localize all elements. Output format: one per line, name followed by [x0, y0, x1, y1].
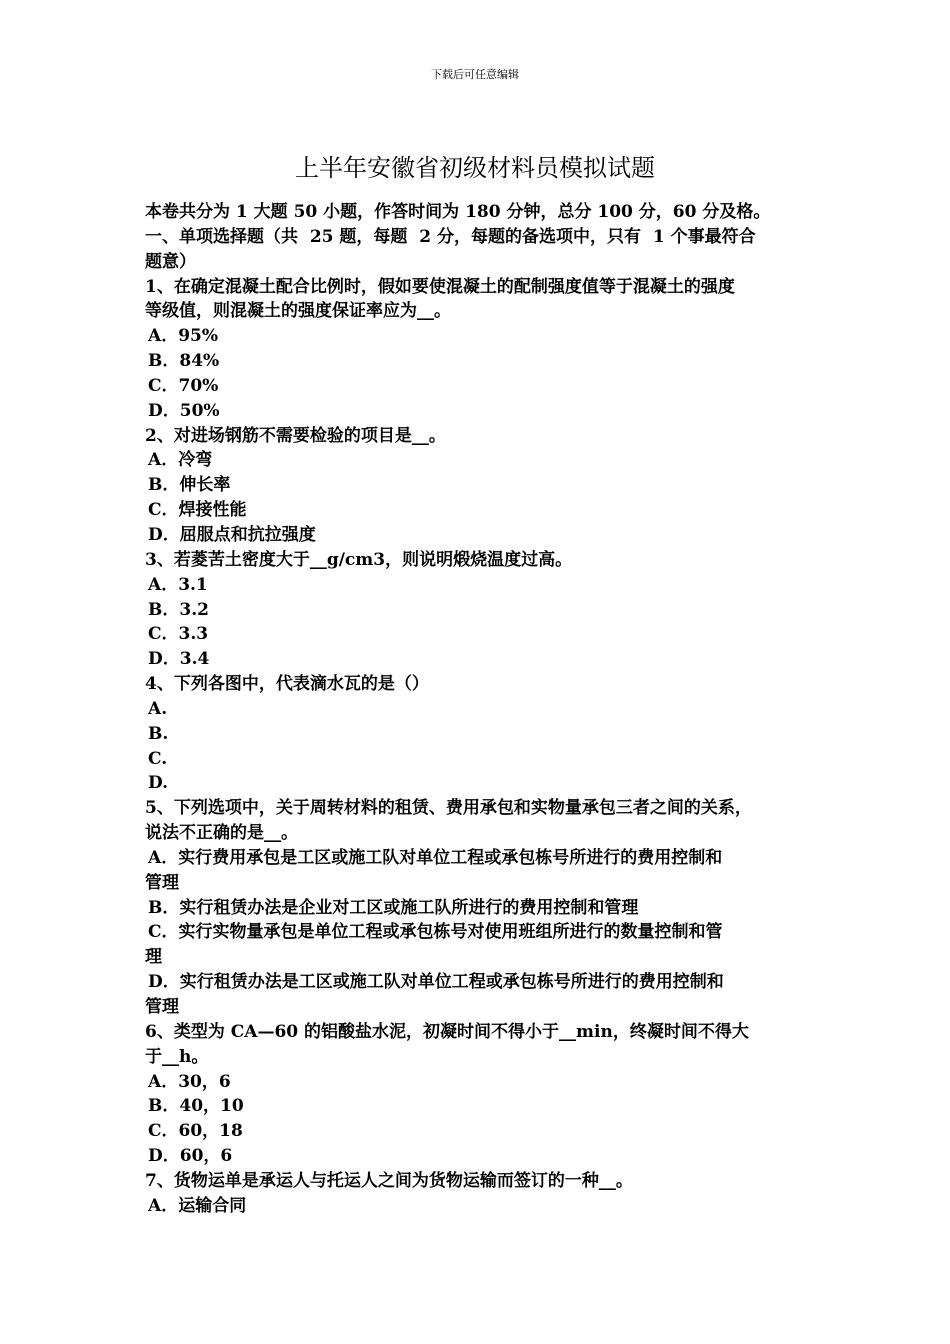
- option-line: B．实行租赁办法是企业对工区或施工队所进行的费用控制和管理: [148, 897, 639, 918]
- option-line: D．屈服点和抗拉强度: [148, 524, 316, 545]
- option-line: B．84%: [148, 351, 220, 372]
- text-line: 题意）: [145, 251, 196, 272]
- option-line: B．伸长率: [148, 475, 231, 496]
- text-line: 6、类型为 CA—60 的铝酸盐水泥，初凝时间不得小于__min，终凝时间不得大: [145, 1021, 749, 1042]
- text-line: 理: [145, 947, 162, 968]
- option-line: A．95%: [148, 326, 219, 347]
- text-line: 2、对进场钢筋不需要检验的项目是__。: [145, 425, 446, 446]
- option-line: A.: [148, 698, 168, 719]
- option-line: C．实行实物量承包是单位工程或承包栋号对使用班组所进行的数量控制和管: [148, 922, 723, 943]
- option-line: C．焊接性能: [148, 500, 247, 521]
- text-line: 5、下列选项中，关于周转材料的租赁、费用承包和实物量承包三者之间的关系，: [145, 798, 752, 819]
- option-line: C．3.3: [148, 624, 209, 645]
- option-line: D．实行租赁办法是工区或施工队对单位工程或承包栋号所进行的费用控制和: [148, 972, 724, 993]
- text-line: 7、货物运单是承运人与托运人之间为货物运输而签订的一种__。: [145, 1170, 633, 1191]
- text-line: 3、若菱苦土密度大于__g/cm3，则说明煅烧温度过高。: [145, 549, 573, 570]
- text-line: 1、在确定混凝土配合比例时，假如要使混凝土的配制强度值等于混凝土的强度: [145, 276, 735, 297]
- text-line: 本卷共分为 1 大题 50 小题，作答时间为 180 分钟，总分 100 分，60 分及格。: [145, 202, 771, 222]
- option-line: A．30，6: [148, 1071, 231, 1092]
- text-line: 管理: [145, 872, 179, 893]
- option-line: A．冷弯: [148, 450, 213, 471]
- option-line: B．3.2: [148, 599, 209, 620]
- option-line: B.: [148, 723, 169, 744]
- option-line: D．50%: [148, 400, 220, 421]
- option-line: A．运输合同: [148, 1195, 247, 1216]
- option-line: D.: [148, 773, 169, 794]
- text-line: 管理: [145, 997, 179, 1017]
- document-body: [145, 200, 825, 1219]
- text-line: 于__h。: [145, 1046, 209, 1067]
- document-title: 上半年安徽省初级材料员模拟试题: [295, 154, 655, 182]
- text-line: 等级值，则混凝土的强度保证率应为__。: [145, 301, 451, 322]
- option-line: D．60，6: [148, 1146, 233, 1167]
- option-line: C.: [148, 748, 168, 769]
- option-line: A．实行费用承包是工区或施工队对单位工程或承包栋号所进行的费用控制和: [148, 847, 723, 868]
- text-line: 4、下列各图中，代表滴水瓦的是（）: [145, 674, 429, 695]
- text-line: 说法不正确的是__。: [145, 823, 298, 844]
- option-line: B．40，10: [148, 1096, 244, 1117]
- header-note: 下载后可任意编辑: [431, 68, 519, 81]
- text-line: 一、单项选择题（共 25 题，每题 2 分，每题的备选项中，只有 1 个事最符合: [145, 226, 756, 247]
- option-line: C．70%: [148, 375, 219, 396]
- option-line: C．60，18: [148, 1121, 243, 1142]
- option-line: A．3.1: [148, 574, 208, 595]
- option-line: D．3.4: [148, 649, 210, 670]
